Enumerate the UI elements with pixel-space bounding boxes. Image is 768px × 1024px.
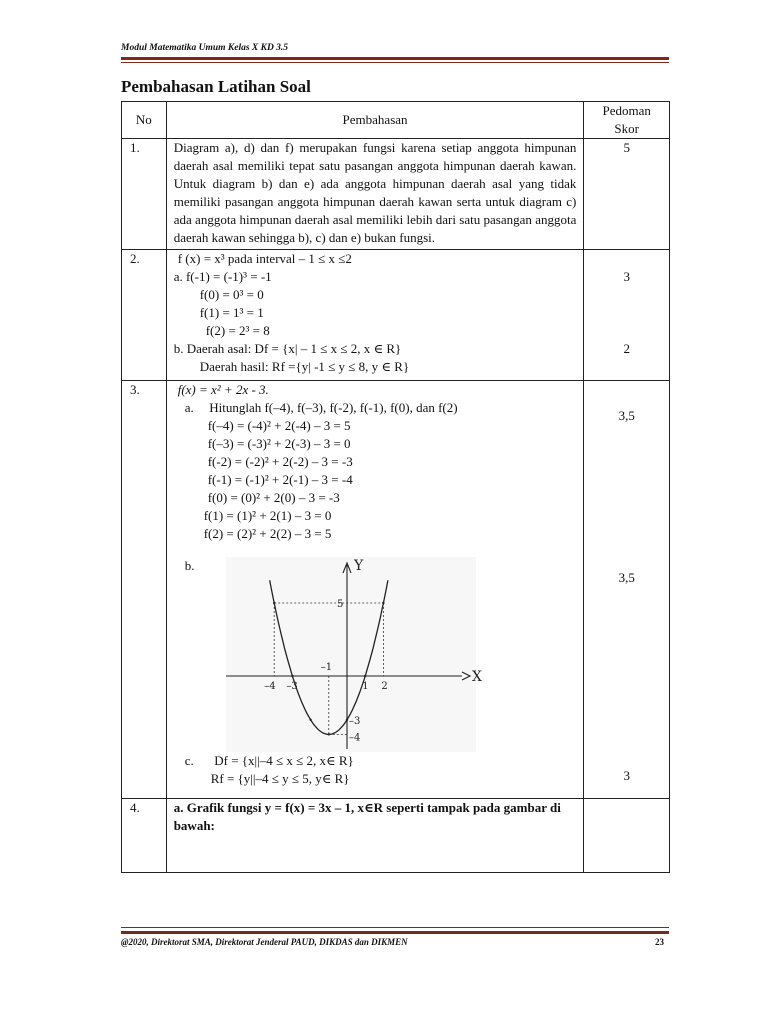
row3-calc: f(2) = (2)² + 2(2) – 3 = 5 — [203, 526, 332, 541]
parabola-graph-area — [174, 557, 577, 752]
score-b: 3,5 — [618, 570, 635, 585]
data-point — [364, 675, 366, 677]
row2-line: Daerah hasil: Rf ={y| -1 ≤ y ≤ 8, y ∈ R} — [199, 359, 410, 374]
y-axis-label: Y — [353, 558, 363, 574]
row-number: 4. — [122, 799, 167, 873]
header-module-title: Modul Matematika Umum Kelas X KD 3.5 — [121, 43, 289, 53]
row3-a-text: Hitunglah f(–4), f(–3), f(-2), f(-1), f(0), dan f(2) — [209, 400, 458, 415]
row3-calc: f(–3) = (-3)² + 2(-3) – 3 = 0 — [207, 436, 351, 451]
row-score — [584, 799, 670, 873]
row3-b-label: b. — [184, 558, 195, 573]
row2-line: b. Daerah asal: Df = {x| – 1 ≤ x ≤ 2, x ∈ R} — [173, 341, 402, 356]
data-point — [382, 602, 384, 604]
data-point — [273, 602, 275, 604]
row-score — [584, 381, 670, 799]
tick-label-x: –3 — [286, 681, 298, 692]
row-number: 1. — [122, 139, 167, 250]
footer-rule-thin — [121, 927, 669, 928]
row3-c-line1: Df = {x||–4 ≤ x ≤ 2, x∈ R} — [214, 753, 354, 768]
header-skor-line2: Skor — [614, 121, 639, 136]
footer-rule — [121, 931, 669, 934]
row3-calc: f(-1) = (-1)² + 2(-1) – 3 = -4 — [207, 472, 353, 487]
header-rule-thin — [121, 62, 669, 63]
tick-label-y: 5 — [336, 599, 344, 610]
row3-c-label: c. — [184, 753, 194, 768]
row-score: 5 — [584, 139, 670, 250]
parabola-graph — [226, 557, 482, 752]
row1-text: Diagram a), d) dan f) merupakan fungsi karena setiap anggota himpunan daerah asal memiliki tepat satu pasangan anggota himpunan daerah kawan. Untuk diagram b) dan e) ada anggota himpunan daerah asal yang tidak memiliki pasangan anggota himpunan daerah kawan serta untuk diagram c) ada anggota himpunan daerah asal memiliki lebih dari satu pasangan anggota daerah kawan sehingga b), c) dan e) bukan fungsi. — [173, 140, 577, 245]
row-number: 2. — [122, 250, 167, 381]
table-header-row — [122, 102, 670, 139]
row2-line: f(2) = 2³ = 8 — [205, 323, 270, 338]
table-row — [122, 799, 670, 873]
solution-table — [121, 101, 670, 873]
tick-label-y: –4 — [348, 732, 361, 744]
tick-label-x: 1 — [361, 681, 369, 692]
row-number: 3. — [122, 381, 167, 799]
header-pembahasan: Pembahasan — [166, 102, 584, 139]
row2-line: f(0) = 0³ = 0 — [199, 287, 264, 302]
data-point — [346, 719, 348, 721]
row2-line: a. f(-1) = (-1)³ = -1 — [173, 269, 272, 284]
row3-c-line2: Rf = {y||–4 ≤ y ≤ 5, y∈ R} — [210, 771, 350, 786]
tick-label-y: –3 — [348, 715, 361, 727]
tick-label-x: –4 — [263, 681, 276, 692]
row3-calc: f(1) = (1)² + 2(1) – 3 = 0 — [203, 508, 332, 523]
table-row — [122, 381, 670, 799]
row3-calc: f(-2) = (-2)² + 2(-2) – 3 = -3 — [207, 454, 353, 469]
row2-line: f(1) = 1³ = 1 — [199, 305, 264, 320]
row-content — [166, 139, 584, 250]
score-a: 3,5 — [618, 408, 635, 423]
row2-line: f (x) = x³ pada interval – 1 ≤ x ≤2 — [177, 251, 352, 266]
data-point — [291, 675, 293, 677]
score-c: 3 — [623, 768, 630, 783]
row4-text: a. Grafik fungsi y = f(x) = 3x – 1, x∈R seperti tampak pada gambar di bawah: — [173, 800, 561, 833]
header-rule — [121, 57, 669, 60]
data-point — [327, 733, 329, 735]
row3-intro: f(x) = x² + 2x - 3. — [177, 382, 269, 397]
row-content — [166, 250, 584, 381]
x-axis-label: X — [471, 669, 482, 685]
score-b: 2 — [623, 341, 630, 356]
footer-copyright: @2020, Direktorat SMA, Direktorat Jenderal PAUD, DIKDAS dan DIKMEN — [121, 937, 408, 947]
row-score — [584, 250, 670, 381]
row-content — [166, 799, 584, 873]
row-content — [166, 381, 584, 799]
tick-label-x: –1 — [320, 662, 332, 673]
table-row — [122, 139, 670, 250]
row3-calc: f(0) = (0)² + 2(0) – 3 = -3 — [207, 490, 340, 505]
score-a: 3 — [623, 269, 630, 284]
header-skor — [584, 102, 670, 139]
header-no: No — [122, 102, 167, 139]
tick-label-x: 2 — [381, 681, 388, 692]
data-point — [309, 719, 311, 721]
section-title: Pembahasan Latihan Soal — [121, 77, 311, 96]
row3-a-label: a. — [184, 400, 194, 415]
table-row — [122, 250, 670, 381]
header-skor-line1: Pedoman — [602, 103, 651, 118]
page-number: 23 — [655, 937, 664, 947]
row3-calc: f(–4) = (-4)² + 2(-4) – 3 = 5 — [207, 418, 351, 433]
